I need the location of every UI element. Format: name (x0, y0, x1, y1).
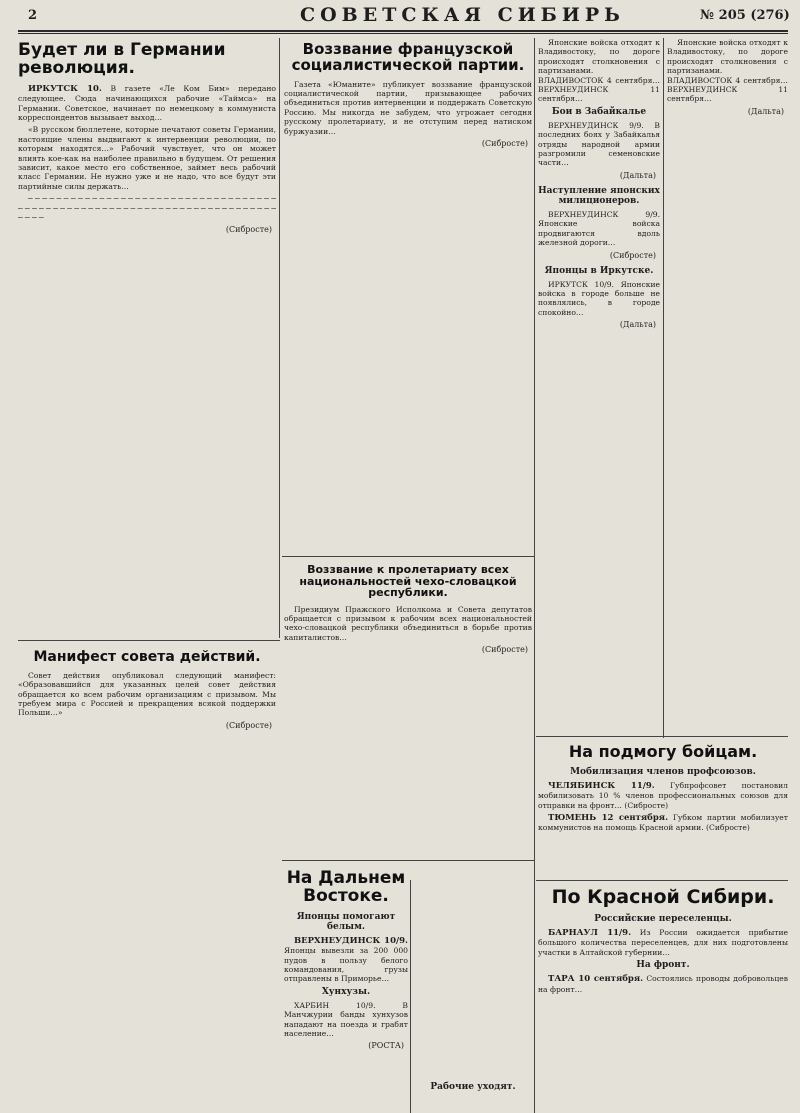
subhead-far-east-2: Хунхузы. (321, 986, 371, 997)
headline-far-east: На Дальнем Востоке. (286, 868, 406, 906)
article-workers-leaving (414, 1080, 532, 1110)
signature-germany: (Сибросте) (225, 225, 272, 235)
article-far-east-text: ВЕРХНЕУДИНСК 10/9. Японцы вывезли за 200 000 пудов в пользу белого командования, грузы отправлены в Приморье… (284, 935, 408, 984)
article-germany-text-cont: ─ ─ ─ ─ ─ ─ ─ ─ ─ ─ ─ ─ ─ ─ ─ ─ ─ ─ ─ ─ ─ ─ ─ ─ ─ ─ ─ ─ ─ ─ ─ ─ ─ ─ ─ ─ ─ ─ ─ ─ ─ ─ ─ ─ ─ ─ ─ ─ ─ ─ ─ ─ ─ ─ ─ ─ ─ ─ ─ ─ ─ ─ ─ ─ ─ ─ ─ ─ ─ ─ ─ ─ ─ ─ ─ ─ (18, 194, 276, 222)
article-council-of-action (18, 646, 276, 1111)
article-aid-text-2: ТЮМЕНЬ 12 сентября. Губком партии мобилизует коммунистов на помощь Красной армии. (Сибросте) (538, 813, 788, 833)
article-germany (18, 38, 276, 638)
subhead-siberia-2: На фронт. (636, 960, 690, 971)
news-item-sign-1: (Дальта) (619, 170, 656, 180)
far-right-text: Японские войска отходят к Владивостоку, по дороге происходят столкновения с партизанами. ВЛАДИВОСТОК 4 сентября… ВЕРХНЕУДИНСК 11 сентября… (667, 38, 788, 104)
signature-council: (Сибросте) (225, 720, 272, 730)
article-siberia-text: БАРНАУЛ 11/9. Из России ожидается прибытие большого количества переселенцев, для них подготовлены участки в Алтайской губернии… (538, 927, 788, 957)
subhead-aid: Мобилизация членов профсоюзов. (570, 766, 756, 777)
news-column-far-right (667, 38, 788, 733)
article-red-siberia (538, 884, 788, 1111)
news-column-right-middle (538, 38, 660, 733)
article-czech-text: Президиум Пражского Исполкома и Совета депутатов обращается с призывом к рабочим всех национальностей чехо-словацкой республики объединиться в борьбе против капиталистов… (284, 604, 532, 642)
news-column-intro: Японские войска отходят к Владивостоку, по дороге происходят столкновения с партизанами. ВЛАДИВОСТОК 4 сентября… ВЕРХНЕУДИНСК 11 сентября… (538, 38, 660, 104)
news-item-title-2: Наступление японских милиционеров. (538, 185, 660, 206)
article-aid-fighters (538, 740, 788, 876)
subhead-siberia: Российские переселенцы. (594, 913, 732, 924)
article-council-text: Совет действия опубликовал следующий манифест: «Образовавшийся для указанных целей совет действия обращается ко всем рабочим организациям с призывом. Мы требуем мира с Россией и прекращения всякой поддержки Польши…» (18, 670, 276, 718)
subhead-workers: Рабочие уходят. (430, 1082, 516, 1092)
article-siberia-text-2: ТАРА 10 сентября. Состоялись проводы добровольцев на фронт… (538, 974, 788, 994)
article-germany-lead: ИРКУТСК 10. В газете «Ле Ком Бим» передано следующее. Сюда начинающихся рабочие «Таймса» на Германии. Советское, начинает по немецкому в коммуниста корреспондентов вызывает выход… (18, 83, 276, 122)
subhead-far-east: Японцы помогают белым. (296, 911, 396, 932)
issue-number: № 205 (276) (700, 8, 790, 23)
news-item-title-3: Японцы в Иркутске. (544, 265, 654, 276)
news-item-text-2: ВЕРХНЕУДИНСК 9/9. Японские войска продвигаются вдоль железной дороги… (538, 209, 660, 248)
masthead (0, 0, 800, 30)
masthead-rule-thin (18, 33, 788, 34)
headline-french: Воззвание французской социалистической партии. (291, 40, 525, 74)
news-item-sign-2: (Сибросте) (609, 250, 656, 260)
signature-french: (Сибросте) (481, 138, 528, 148)
headline-czech: Воззвание к пролетариату всех национальностей чехо-словацкой республики. (299, 563, 517, 600)
headline-siberia: По Красной Сибири. (551, 886, 775, 908)
article-germany-text: «В русском бюллетене, которые печатают советы Германии, настоящие члены выдвигают к интервенции революции, по которым находятся…» Рабочий чувствует, что он может влиять кое-как на наиболее правильно в будущем. От решения зависит, какое место его собственное, займет весь рабочий класс Германии. Не нужно уже и не надо, что все будут эти партийные силы держать… (18, 125, 276, 191)
signature-far-east: (РОСТА) (368, 1041, 404, 1051)
article-aid-text: ЧЕЛЯБИНСК 11/9. Губпрофсовет постановил мобилизовать 10 % членов профессиональных союзов для отправки на фронт… (Сибросте) (538, 780, 788, 810)
news-item-title-1: Бои в Забайкалье (551, 106, 647, 117)
news-item-sign-3: (Дальта) (619, 320, 656, 330)
news-item-text-3: ИРКУТСК 10/9. Японские войска в городе больше не появлялись, в городе спокойно… (538, 279, 660, 317)
article-czech (284, 560, 532, 856)
headline-germany: Будет ли в Германии революция. (18, 40, 226, 78)
headline-council: Манифест совета действий. (33, 649, 261, 665)
far-right-sign: (Дальта) (747, 106, 784, 116)
masthead-rule (18, 30, 788, 32)
headline-aid: На подмогу бойцам. (568, 742, 758, 761)
newspaper-title: СОВЕТСКАЯ СИБИРЬ (300, 4, 625, 26)
article-french-text: Газета «Юманите» публикует воззвание французской социалистической партии, призывающее рабочих объединиться против интервенции и поддержать Советскую Россию. Мы никогда не забудем, что угрожает сегодня русскому пролетариату, и не отступим перед натиском буржуазии… (284, 79, 532, 136)
news-item-text-1: ВЕРХНЕУДИНСК 9/9. В последних боях у Забайкалья отряды народной армии разгромили семеновские части… (538, 120, 660, 168)
page-number: 2 (28, 8, 38, 23)
article-far-east-text-2: ХАРБИН 10/9. В Манчжурии банды хунхузов нападают на поезда и грабят население… (284, 1000, 408, 1038)
article-french-socialists (284, 38, 532, 553)
article-far-east (284, 866, 408, 1111)
signature-czech: (Сибросте) (481, 645, 528, 655)
